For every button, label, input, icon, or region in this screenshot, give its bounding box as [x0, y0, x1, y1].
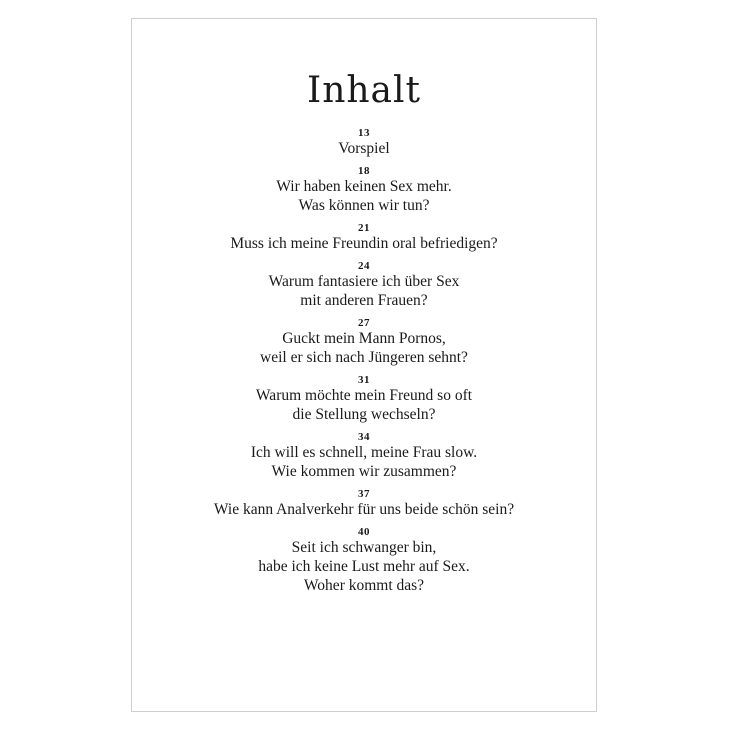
toc-entry: [132, 317, 596, 367]
toc-page-number: 31: [358, 374, 370, 386]
toc-title-line: Wie kommen wir zusammen?: [271, 463, 457, 480]
toc-title-line: Vorspiel: [338, 140, 390, 157]
toc-title-line: Wir haben keinen Sex mehr.: [276, 178, 452, 195]
toc-entry: [132, 127, 596, 158]
toc-title-line: Wie kann Analverkehr für uns beide schön sein?: [213, 501, 515, 518]
toc-entry: [132, 260, 596, 310]
toc-page-number: 34: [358, 431, 370, 443]
toc-title-line: Seit ich schwanger bin,: [291, 539, 437, 556]
toc-entry: [132, 222, 596, 253]
toc-entry: [132, 431, 596, 481]
table-of-contents: [132, 127, 596, 602]
toc-title-line: Ich will es schnell, meine Frau slow.: [250, 444, 478, 461]
toc-page-number: 13: [358, 127, 370, 139]
toc-entry: [132, 374, 596, 424]
toc-title-line: die Stellung wechseln?: [292, 406, 436, 423]
toc-title-line: Warum fantasiere ich über Sex: [268, 273, 460, 290]
toc-page-number: 21: [358, 222, 370, 234]
toc-title-line: Guckt mein Mann Pornos,: [282, 330, 446, 347]
toc-page-number: 27: [358, 317, 370, 329]
toc-entry: [132, 488, 596, 519]
toc-title-line: Woher kommt das?: [303, 577, 425, 594]
page-title: Inhalt: [306, 70, 422, 111]
book-page: [131, 18, 597, 712]
toc-title-line: habe ich keine Lust mehr auf Sex.: [258, 558, 470, 575]
toc-entry: [132, 165, 596, 215]
toc-title-line: Was können wir tun?: [298, 197, 430, 214]
toc-title-line: mit anderen Frauen?: [300, 292, 428, 309]
toc-page-number: 37: [358, 488, 370, 500]
toc-page-number: 24: [358, 260, 370, 272]
toc-entry: [132, 526, 596, 595]
toc-page-number: 18: [358, 165, 370, 177]
toc-title-line: Muss ich meine Freundin oral befriedigen?: [230, 235, 498, 252]
toc-page-number: 40: [358, 526, 370, 538]
toc-title-line: Warum möchte mein Freund so oft: [255, 387, 473, 404]
toc-title-line: weil er sich nach Jüngeren sehnt?: [260, 349, 468, 366]
